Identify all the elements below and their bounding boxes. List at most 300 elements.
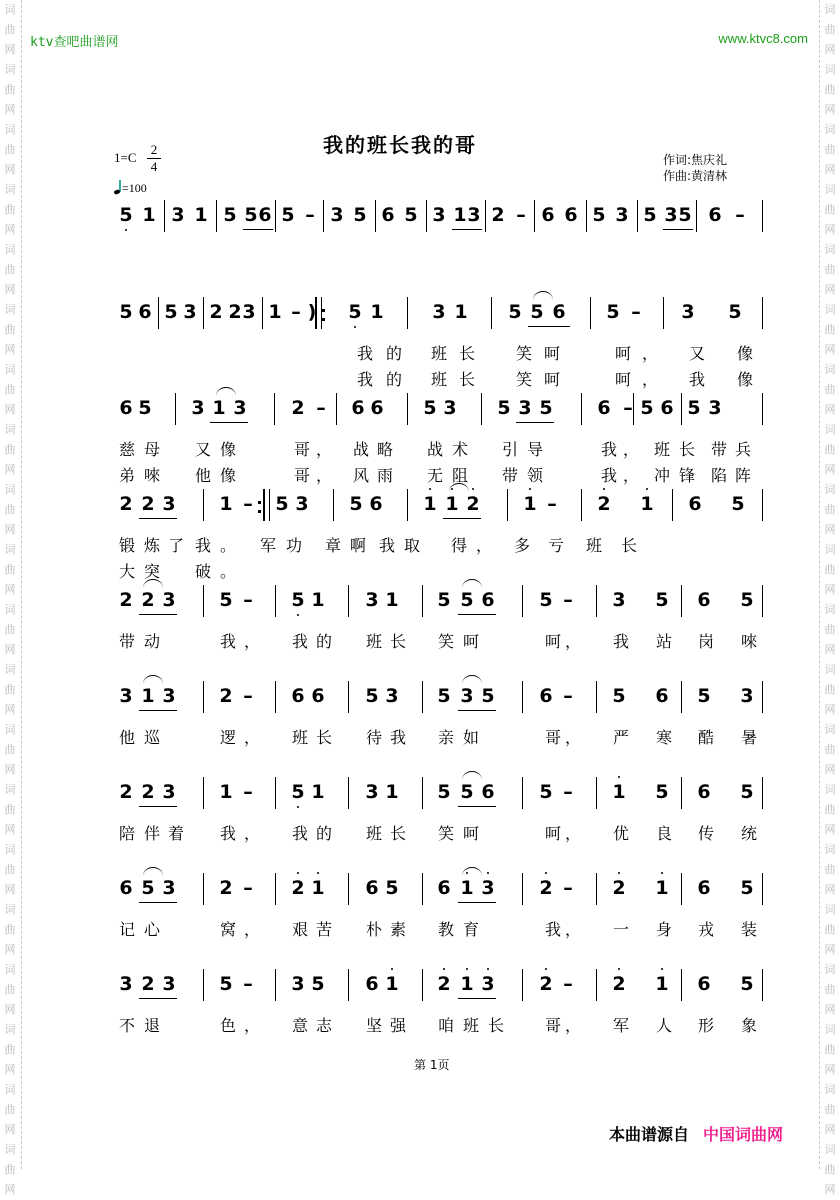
note: 5: [423, 397, 437, 419]
note: 6: [697, 877, 711, 899]
lyric-char: 长: [458, 370, 475, 389]
note: 6: [481, 589, 495, 611]
note-extension: –: [563, 589, 573, 611]
lyric-char: 一: [612, 920, 629, 939]
barline: [681, 681, 682, 713]
watermark-group: 词 曲 网: [824, 1083, 836, 1136]
note: 5: [643, 204, 657, 226]
lyric-char: 阵: [734, 466, 751, 485]
watermark-group: 词 曲 网: [824, 1143, 836, 1196]
note: 3: [330, 204, 344, 226]
lyric-char: ，: [243, 728, 260, 747]
note: 5: [539, 589, 553, 611]
barline: [203, 585, 204, 617]
note: 1: [655, 877, 669, 899]
note: 1: [311, 781, 325, 803]
note: 3: [162, 685, 176, 707]
repeat-dots: [258, 501, 261, 513]
barline: [581, 393, 582, 425]
note: 5: [697, 685, 711, 707]
lyric-char: 班: [365, 632, 382, 651]
lyric-char: 我: [219, 824, 236, 843]
lyric-line: [115, 821, 765, 841]
watermark-group: 词 曲 网: [4, 3, 16, 56]
barline: [203, 777, 204, 809]
note: 5: [460, 781, 474, 803]
lyric-char: 笑: [437, 824, 454, 843]
note-extension: –: [631, 301, 641, 323]
lyric-char: 我: [291, 824, 308, 843]
lyric-char: 呵: [543, 344, 560, 363]
lyric-char: 心: [143, 920, 160, 939]
watermark-group: 词 曲 网: [824, 63, 836, 116]
note: 3: [242, 301, 256, 323]
barline: [696, 200, 697, 232]
watermark-group: 词 曲 网: [4, 483, 16, 536]
barline: [586, 200, 587, 232]
lyric-char: 导: [526, 440, 543, 459]
eighth-note-underline: [210, 422, 248, 423]
note-extension: –: [243, 493, 253, 515]
eighth-note-underline: [458, 710, 496, 711]
note: 1: [640, 493, 654, 515]
site-name-link[interactable]: ktv查吧曲谱网: [30, 35, 119, 50]
eighth-note-underline: [139, 614, 177, 615]
lyric-char: 班: [291, 728, 308, 747]
note: 5: [740, 877, 754, 899]
note: 5: [119, 301, 133, 323]
barline: [275, 585, 276, 617]
lyric-char: 巡: [143, 728, 160, 747]
octave-up-dot: [472, 488, 474, 490]
note: 2: [141, 781, 155, 803]
note: 5: [728, 301, 742, 323]
octave-up-dot: [487, 968, 489, 970]
watermark-group: 词 曲 网: [824, 663, 836, 716]
note: 5: [437, 589, 451, 611]
lyric-line: [115, 437, 765, 457]
lyric-char: 无: [426, 466, 443, 485]
barline: [333, 489, 334, 521]
lyric-char: 育: [462, 920, 479, 939]
note-extension: –: [243, 877, 253, 899]
lyric-char: 母: [143, 440, 160, 459]
credits: [663, 152, 727, 184]
right-margin-dashed-line: [819, 0, 820, 1169]
site-url-link[interactable]: www.ktvc8.com: [718, 31, 808, 46]
note: 6: [258, 204, 272, 226]
note: 6: [539, 685, 553, 707]
lyric-char: ，: [622, 440, 639, 459]
watermark-group: 词 曲 网: [4, 663, 16, 716]
watermark-group: 词 曲 网: [4, 183, 16, 236]
barline: [637, 200, 638, 232]
lyric-char: 慈: [118, 440, 135, 459]
barline: [681, 969, 682, 1001]
lyric-char: 我: [600, 466, 617, 485]
repeat-dots: [322, 309, 325, 321]
lyric-char: 军: [259, 536, 276, 555]
octave-up-dot: [466, 968, 468, 970]
watermark-group: 词 曲 网: [824, 483, 836, 536]
note: 6: [541, 204, 555, 226]
note: 6: [660, 397, 674, 419]
note: 5: [508, 301, 522, 323]
time-signature-numerator: 2: [147, 142, 161, 159]
watermark-group: 词 曲 网: [824, 183, 836, 236]
watermark-group: 词 曲 网: [824, 363, 836, 416]
note: 5: [740, 781, 754, 803]
lyric-char: 班: [653, 440, 670, 459]
lyric-line: [115, 559, 765, 579]
lyric-char: 班: [430, 370, 447, 389]
barline: [522, 585, 523, 617]
lyric-char: 。: [219, 562, 236, 581]
note: 5: [291, 781, 305, 803]
lyric-char: 冲: [653, 466, 670, 485]
watermark-group: 词 曲 网: [824, 303, 836, 356]
watermark-group: 词 曲 网: [4, 303, 16, 356]
lyric-char: 他: [118, 728, 135, 747]
lyric-char: 长: [389, 824, 406, 843]
barline: [522, 777, 523, 809]
note: 3: [365, 781, 379, 803]
octave-up-dot: [429, 488, 431, 490]
note: 2: [597, 493, 611, 515]
note: 1: [385, 973, 399, 995]
eighth-note-underline: [528, 326, 570, 327]
lyric-char: 象: [740, 1016, 757, 1035]
note: 5: [281, 204, 295, 226]
note: 2: [141, 973, 155, 995]
lyric-char: 戎: [697, 920, 714, 939]
quarter-note-icon: [114, 180, 122, 194]
note: 1: [268, 301, 282, 323]
lyric-char: 弟: [118, 466, 135, 485]
watermark-group: 词 曲 网: [4, 243, 16, 296]
note: 2: [219, 685, 233, 707]
note: 6: [370, 397, 384, 419]
left-margin-dashed-line: [21, 0, 22, 1169]
lyric-char: 优: [612, 824, 629, 843]
lyric-char: 呵: [544, 632, 561, 651]
octave-up-dot: [443, 968, 445, 970]
lyric-char: 长: [458, 344, 475, 363]
barline: [336, 393, 337, 425]
barline: [762, 297, 763, 329]
lyric-char: 长: [315, 728, 332, 747]
note: 5: [497, 397, 511, 419]
note: 5: [353, 204, 367, 226]
lyric-line: [115, 341, 765, 361]
lyric-char: 呵: [614, 370, 631, 389]
barline: [422, 873, 423, 905]
lyric-char: 苦: [315, 920, 332, 939]
note: ): [307, 301, 317, 323]
lyric-char: 引: [501, 440, 518, 459]
note: 1: [141, 685, 155, 707]
watermark-group: 词 曲 网: [4, 1023, 16, 1076]
note: 6: [351, 397, 365, 419]
barline: [275, 681, 276, 713]
source-brand-link[interactable]: 中国词曲网: [703, 1125, 784, 1144]
lyric-char: 我: [356, 370, 373, 389]
barline: [323, 200, 324, 232]
barline: [762, 585, 763, 617]
note: 1: [370, 301, 384, 323]
note-line: [115, 681, 765, 715]
note: 6: [697, 973, 711, 995]
lyric-char: 装: [740, 920, 757, 939]
eighth-note-underline: [452, 229, 482, 230]
note-extension: –: [243, 589, 253, 611]
note: 3: [183, 301, 197, 323]
note: 6: [655, 685, 669, 707]
note-extension: –: [735, 204, 745, 226]
lyric-char: ，: [243, 824, 260, 843]
barline: [663, 297, 664, 329]
lyric-char: 强: [389, 1016, 406, 1035]
lyric-char: 亲: [437, 728, 454, 747]
barline: [422, 681, 423, 713]
note-line: [115, 969, 765, 1003]
note: 6: [597, 397, 611, 419]
barline: [522, 681, 523, 713]
lyric-char: 退: [143, 1016, 160, 1035]
note: 1: [655, 973, 669, 995]
barline: [158, 297, 159, 329]
note: 3: [162, 781, 176, 803]
lyric-char: 呵: [544, 824, 561, 843]
note: 5: [481, 685, 495, 707]
barline: [581, 489, 582, 521]
note: 2: [291, 397, 305, 419]
note-line: [115, 489, 765, 523]
watermark-group: 词 曲 网: [824, 903, 836, 956]
lyric-char: 班: [462, 1016, 479, 1035]
lyric-char: 哥: [544, 1016, 561, 1035]
note: 3: [162, 973, 176, 995]
note: 3: [467, 204, 481, 226]
octave-up-dot: [618, 776, 620, 778]
note-extension: –: [563, 781, 573, 803]
lyric-char: 大: [118, 562, 135, 581]
barline: [262, 297, 263, 329]
note: 3: [518, 397, 532, 419]
watermark-group: 词 曲 网: [824, 843, 836, 896]
octave-up-dot: [603, 488, 605, 490]
lyric-char: 长: [678, 440, 695, 459]
note: 2: [228, 301, 242, 323]
source-attribution: [609, 1122, 783, 1145]
note: 5: [655, 781, 669, 803]
lyric-char: 形: [697, 1016, 714, 1035]
barline: [485, 200, 486, 232]
note: 5: [219, 973, 233, 995]
octave-down-dot: [354, 326, 356, 328]
lyric-char: 的: [385, 370, 402, 389]
lyric-char: ，: [622, 466, 639, 485]
lyric-char: 的: [385, 344, 402, 363]
watermark-group: 词 曲 网: [4, 543, 16, 596]
lyric-char: 又: [688, 344, 705, 363]
eighth-note-underline: [663, 229, 693, 230]
eighth-note-underline: [243, 229, 273, 230]
eighth-note-underline: [458, 902, 496, 903]
lyric-char: 人: [655, 1016, 672, 1035]
lyric-char: 暑: [740, 728, 757, 747]
lyric-char: 雨: [376, 466, 393, 485]
barline: [672, 489, 673, 521]
note: 6: [381, 204, 395, 226]
watermark-group: 词 曲 网: [4, 723, 16, 776]
eighth-note-underline: [458, 998, 496, 999]
lyric-char: 记: [118, 920, 135, 939]
lyric-char: 唻: [740, 632, 757, 651]
eighth-note-underline: [516, 422, 554, 423]
note: 5: [385, 877, 399, 899]
lyric-char: 陪: [118, 824, 135, 843]
note: 6: [365, 877, 379, 899]
octave-up-dot: [297, 872, 299, 874]
barline: [534, 200, 535, 232]
eighth-note-underline: [139, 710, 177, 711]
lyric-char: 待: [365, 728, 382, 747]
lyric-char: 领: [526, 466, 543, 485]
lyric-char: 哥: [293, 466, 310, 485]
right-watermark-strip: [822, 0, 838, 1196]
note: 3: [162, 493, 176, 515]
note: 1: [445, 493, 459, 515]
note: 1: [311, 877, 325, 899]
watermark-group: 词 曲 网: [824, 123, 836, 176]
note: 1: [142, 204, 156, 226]
barline: [596, 873, 597, 905]
octave-down-dot: [125, 229, 127, 231]
lyric-char: 炼: [143, 536, 160, 555]
note: 3: [233, 397, 247, 419]
note: 5: [612, 685, 626, 707]
lyric-char: 色: [219, 1016, 236, 1035]
note: 1: [311, 589, 325, 611]
note: 2: [539, 877, 553, 899]
note: 2: [219, 877, 233, 899]
note: 1: [453, 204, 467, 226]
note: 5: [437, 685, 451, 707]
watermark-group: 词 曲 网: [4, 843, 16, 896]
eighth-note-underline: [139, 806, 177, 807]
note: 3: [365, 589, 379, 611]
lyric-char: 动: [143, 632, 160, 651]
lyric-char: 又: [194, 440, 211, 459]
barline: [164, 200, 165, 232]
note: 5: [687, 397, 701, 419]
octave-up-dot: [487, 872, 489, 874]
lyric-char: 我: [194, 536, 211, 555]
lyric-char: 陷: [710, 466, 727, 485]
barline: [762, 681, 763, 713]
watermark-group: 词 曲 网: [824, 243, 836, 296]
watermark-group: 词 曲 网: [824, 723, 836, 776]
tempo-marking: [114, 180, 147, 196]
note: 5: [539, 781, 553, 803]
slur-arc: [216, 387, 236, 396]
lyric-char: 身: [655, 920, 672, 939]
lyric-char: 像: [219, 466, 236, 485]
source-label: 本曲谱源自: [609, 1125, 690, 1144]
eighth-note-underline: [443, 518, 481, 519]
note: 5: [138, 397, 152, 419]
barline: [596, 969, 597, 1001]
lyric-line: [115, 533, 765, 553]
note: 5: [740, 973, 754, 995]
barline: [203, 489, 204, 521]
barline: [348, 681, 349, 713]
lyric-char: 伴: [143, 824, 160, 843]
note: 3: [432, 204, 446, 226]
barline: [422, 969, 423, 1001]
note: 5: [678, 204, 692, 226]
note-extension: –: [243, 973, 253, 995]
note: 6: [365, 973, 379, 995]
watermark-group: 词 曲 网: [824, 1023, 836, 1076]
lyric-char: 朴: [365, 920, 382, 939]
note-line: [115, 873, 765, 907]
lyric-char: 我: [688, 370, 705, 389]
lyric-char: 岗: [697, 632, 714, 651]
barline: [491, 297, 492, 329]
lyric-char: 笑: [437, 632, 454, 651]
octave-up-dot: [646, 488, 648, 490]
lyric-char: 破: [194, 562, 211, 581]
song-title: 我的班长我的哥: [323, 133, 477, 157]
note: 2: [119, 493, 133, 515]
lyric-char: 酷: [697, 728, 714, 747]
watermark-group: 词 曲 网: [824, 603, 836, 656]
octave-up-dot: [545, 968, 547, 970]
note: 5: [164, 301, 178, 323]
barline: [216, 200, 217, 232]
barline: [522, 873, 523, 905]
note: 2: [491, 204, 505, 226]
lyric-char: 坚: [365, 1016, 382, 1035]
note: 5: [244, 204, 258, 226]
note: 5: [640, 397, 654, 419]
note-extension: –: [243, 685, 253, 707]
lyric-char: 呵: [543, 370, 560, 389]
lyric-char: 笑: [515, 370, 532, 389]
note-extension: –: [291, 301, 301, 323]
note: 2: [466, 493, 480, 515]
lyric-char: 班: [365, 824, 382, 843]
note: 6: [311, 685, 325, 707]
barline: [596, 585, 597, 617]
barline: [762, 969, 763, 1001]
lyric-char: ，: [564, 920, 581, 939]
lyric-char: 战: [352, 440, 369, 459]
lyric-char: 艰: [291, 920, 308, 939]
note: 5: [365, 685, 379, 707]
note: 3: [295, 493, 309, 515]
slur-arc: [462, 867, 482, 876]
lyric-char: 。: [219, 536, 236, 555]
lyric-char: 像: [736, 344, 753, 363]
barline: [275, 777, 276, 809]
note: 2: [119, 589, 133, 611]
lyric-char: 章: [324, 536, 341, 555]
note-line: [115, 585, 765, 619]
note: 6: [291, 685, 305, 707]
